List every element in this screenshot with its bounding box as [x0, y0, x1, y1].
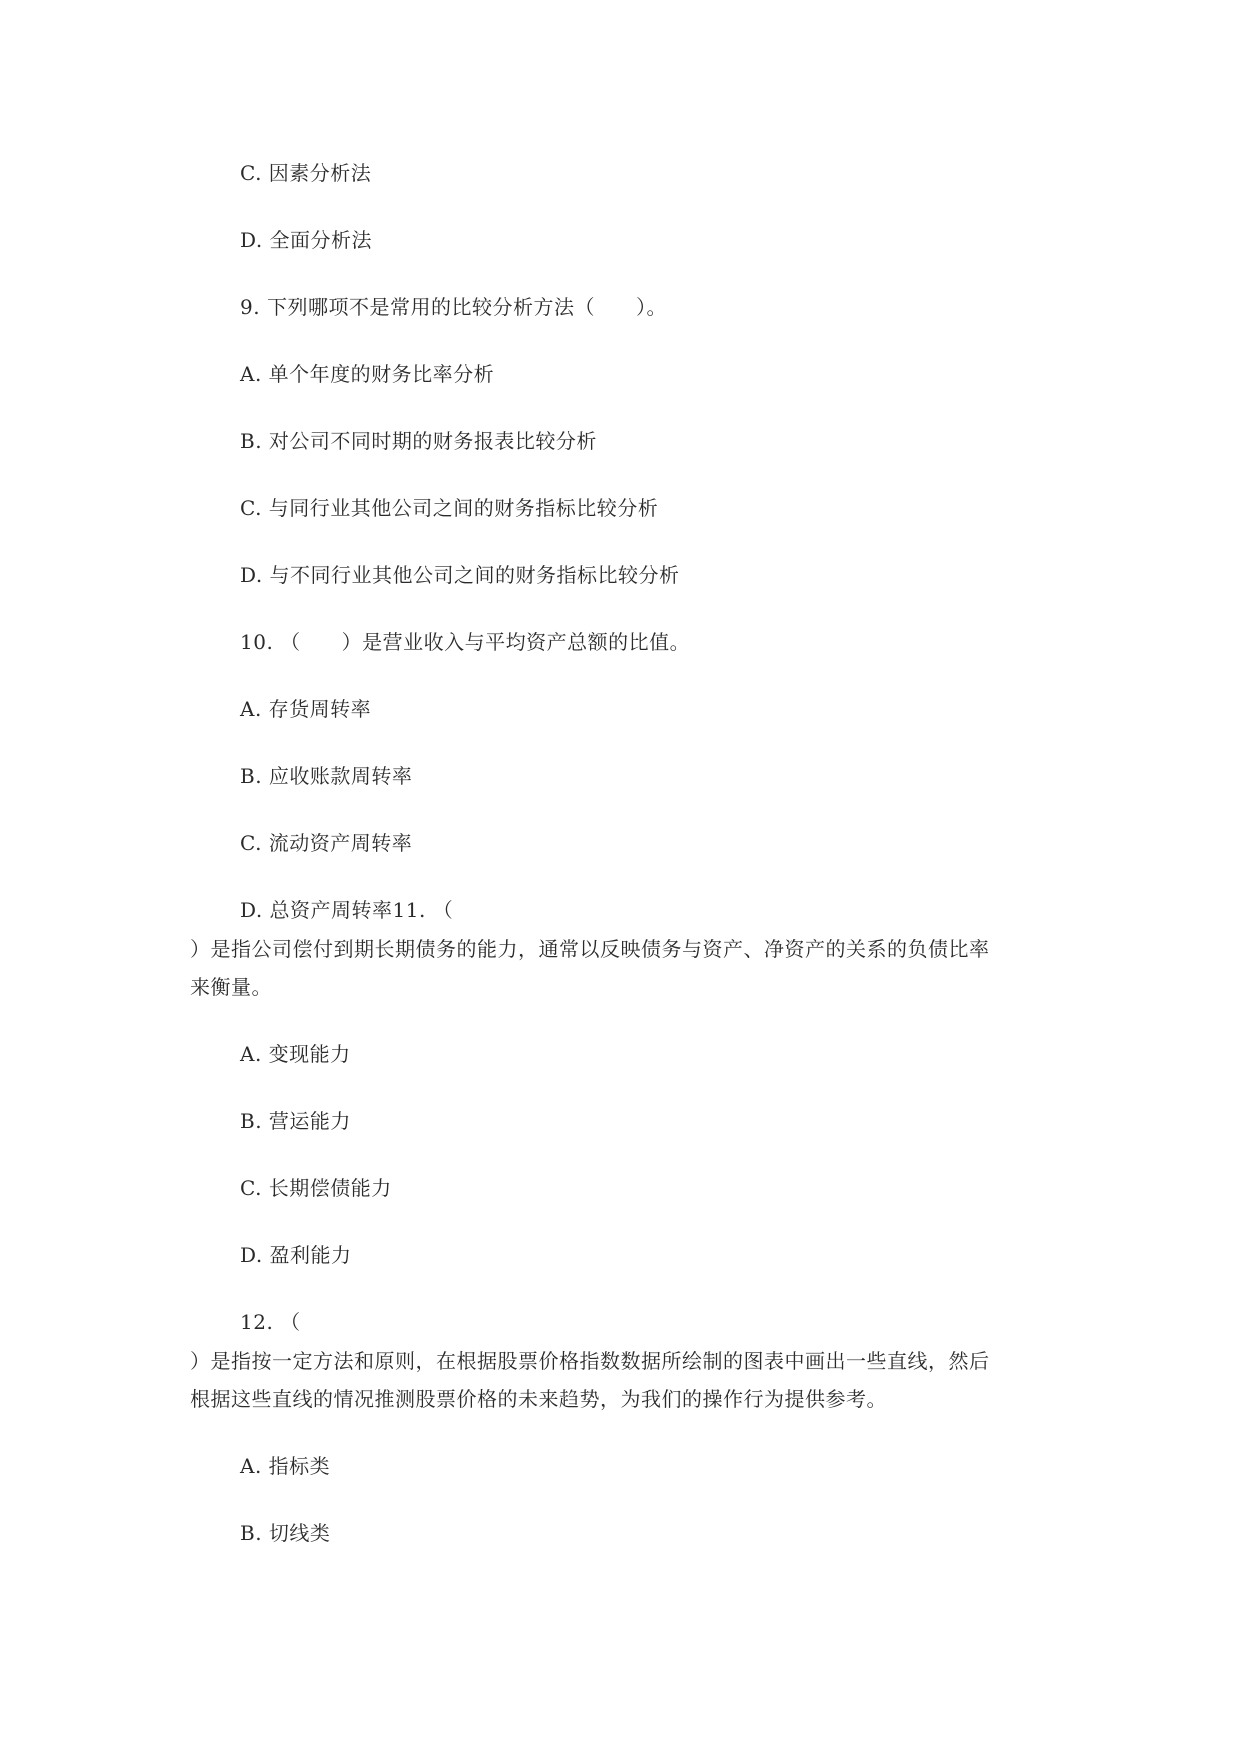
q11-option-a: A. 变现能力 [240, 1042, 351, 1066]
q11-stem-line-2: 来衡量。 [190, 975, 272, 999]
q10-option-b: B. 应收账款周转率 [240, 764, 413, 788]
q9-stem: 9. 下列哪项不是常用的比较分析方法（ ）。 [240, 295, 667, 319]
q11-option-c: C. 长期偿债能力 [240, 1176, 392, 1200]
q9-option-a: A. 单个年度的财务比率分析 [240, 362, 495, 386]
q11-option-d: D. 盈利能力 [240, 1243, 352, 1267]
q11-option-b: B. 营运能力 [240, 1109, 351, 1133]
q8-option-d: D. 全面分析法 [240, 228, 373, 252]
q12-stem-line-2: 根据这些直线的情况推测股票价格的未来趋势，为我们的操作行为提供参考。 [190, 1387, 887, 1411]
q12-stem-line-1: ）是指按一定方法和原则，在根据股票价格指数数据所绘制的图表中画出一些直线，然后 [190, 1349, 990, 1373]
q10-option-c: C. 流动资产周转率 [240, 831, 413, 855]
q10-option-d: D. 总资产周转率11. （ [240, 898, 454, 922]
q11-stem-line-1: ）是指公司偿付到期长期债务的能力，通常以反映债务与资产、净资产的关系的负债比率 [190, 937, 990, 961]
q8-option-c: C. 因素分析法 [240, 161, 372, 185]
q9-option-b: B. 对公司不同时期的财务报表比较分析 [240, 429, 597, 453]
q9-option-d: D. 与不同行业其他公司之间的财务指标比较分析 [240, 563, 680, 587]
q12-stem-line-0: 12. （ [240, 1310, 301, 1334]
q9-option-c: C. 与同行业其他公司之间的财务指标比较分析 [240, 496, 659, 520]
q12-option-a: A. 指标类 [240, 1454, 331, 1478]
q10-stem: 10. （ ）是营业收入与平均资产总额的比值。 [240, 630, 691, 654]
q10-option-a: A. 存货周转率 [240, 697, 372, 721]
q12-option-b: B. 切线类 [240, 1521, 331, 1545]
